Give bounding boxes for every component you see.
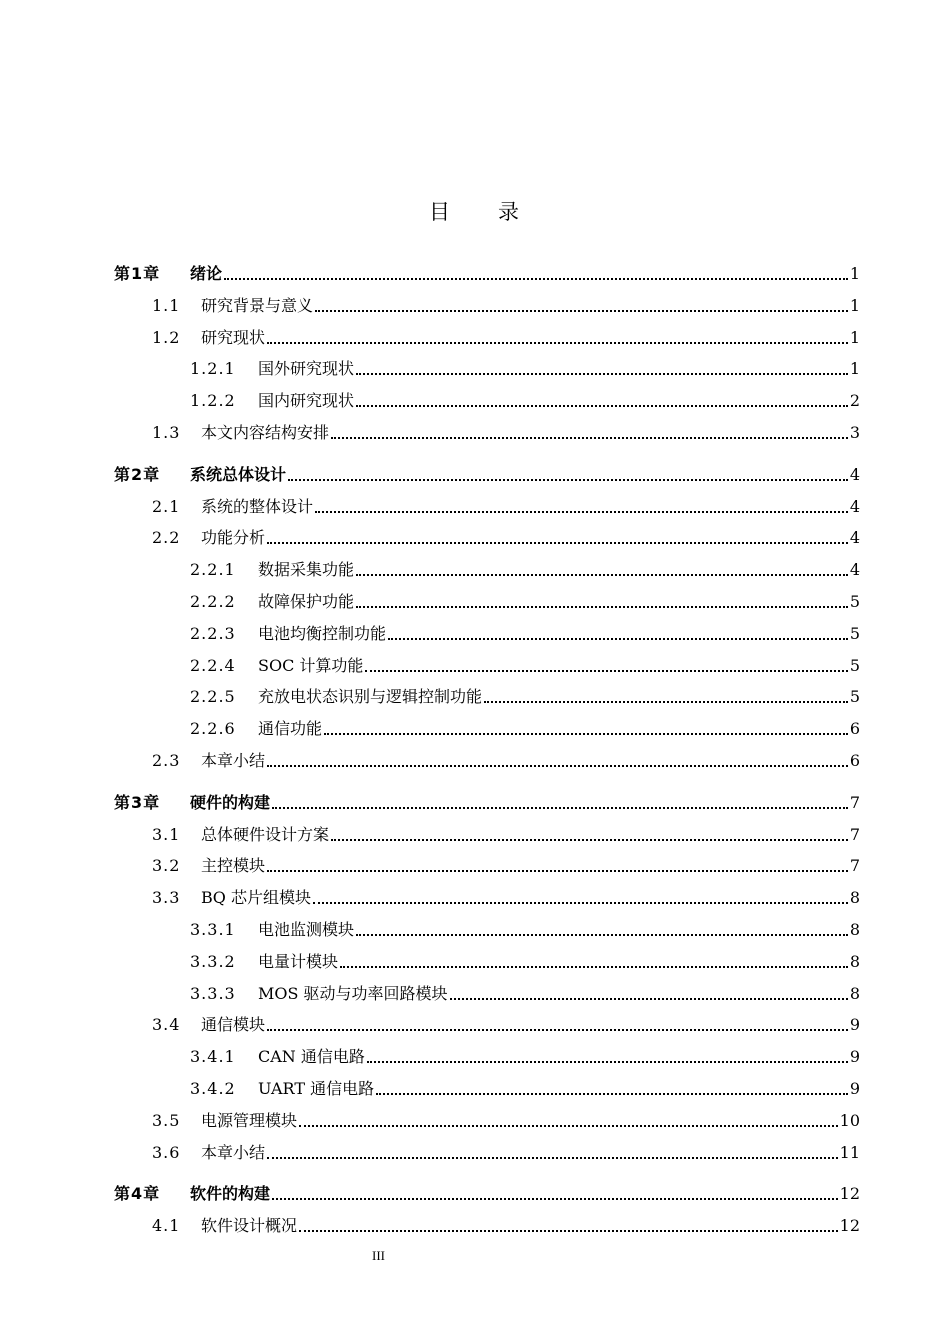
toc-entry-number: 3.4.2 — [190, 1079, 236, 1098]
toc-entry-page-number: 3 — [849, 423, 860, 442]
toc-entry-page-number: 9 — [849, 1047, 860, 1066]
toc-entry-number: 2.2.1 — [190, 560, 236, 579]
toc-entry-number: 1.3 — [152, 423, 181, 442]
toc-entry-heading — [152, 856, 265, 876]
toc-dot-leader — [356, 606, 848, 608]
toc-entry-number: 4.1 — [152, 1216, 181, 1235]
toc-entry-2.2.2[interactable] — [190, 586, 860, 612]
toc-entry-title: 系统的整体设计 — [201, 497, 314, 516]
toc-entry-3.4.1[interactable] — [190, 1041, 860, 1067]
toc-entry-title: 国外研究现状 — [258, 359, 355, 378]
toc-entry-page-number: 5 — [849, 656, 860, 675]
toc-dot-leader — [356, 373, 848, 375]
toc-entry-title: 充放电状态识别与逻辑控制功能 — [258, 687, 483, 706]
toc-entry-page-number: 5 — [849, 687, 860, 706]
toc-entry-title: 电量计模块 — [258, 952, 339, 971]
toc-entry-1.2.1[interactable] — [190, 353, 860, 379]
toc-entry-title: 研究背景与意义 — [201, 296, 314, 315]
toc-dot-leader — [267, 870, 848, 872]
toc-entry-title: 软件设计概况 — [201, 1216, 298, 1235]
toc-entry-page-number: 8 — [849, 952, 860, 971]
toc-entry-heading — [114, 465, 286, 485]
toc-entry-number: 3.2 — [152, 856, 181, 875]
toc-entry-heading — [190, 952, 338, 972]
toc-entry-title: 功能分析 — [201, 528, 266, 547]
toc-entry-page-number: 8 — [849, 888, 860, 907]
toc-entry-page-number: 12 — [839, 1216, 860, 1235]
toc-entry-2.2.5[interactable] — [190, 681, 860, 707]
toc-dot-leader — [450, 998, 848, 1000]
toc-entry-2.2.6[interactable] — [190, 713, 860, 739]
toc-entry-3.3[interactable] — [152, 882, 860, 908]
toc-entry-heading — [190, 1079, 374, 1099]
toc-entry-3.2[interactable] — [152, 850, 860, 876]
toc-entry-heading — [114, 264, 222, 284]
toc-entry-2.2[interactable] — [152, 522, 860, 548]
toc-dot-leader — [272, 1198, 838, 1200]
toc-dot-leader — [299, 1230, 838, 1232]
toc-entry-page-number: 5 — [849, 592, 860, 611]
toc-entry-4-chapter[interactable] — [114, 1178, 860, 1204]
toc-title-right: 录 — [498, 200, 521, 224]
toc-entry-number: 第2章 — [114, 465, 161, 484]
toc-dot-leader — [224, 278, 848, 280]
toc-entry-page-number: 9 — [849, 1015, 860, 1034]
toc-entry-number: 2.2.3 — [190, 624, 236, 643]
toc-entry-heading — [190, 359, 354, 379]
toc-entry-number: 1.2.1 — [190, 359, 236, 378]
toc-entry-number: 3.3.2 — [190, 952, 236, 971]
toc-entry-heading — [152, 1111, 297, 1131]
toc-entry-heading — [190, 560, 354, 580]
toc-entry-2.1[interactable] — [152, 491, 860, 517]
toc-entry-4.1[interactable] — [152, 1210, 860, 1236]
toc-entry-page-number: 12 — [839, 1184, 860, 1203]
toc-entry-page-number: 1 — [849, 359, 860, 378]
toc-entry-title: 电池均衡控制功能 — [258, 624, 387, 643]
toc-entry-number: 3.3.1 — [190, 920, 236, 939]
toc-entry-number: 2.2 — [152, 528, 181, 547]
toc-entry-title: 电池监测模块 — [258, 920, 355, 939]
toc-entry-3.4[interactable] — [152, 1009, 860, 1035]
toc-entry-heading — [190, 1047, 365, 1067]
toc-entry-heading — [190, 592, 354, 612]
toc-entry-page-number: 1 — [849, 328, 860, 347]
toc-title — [0, 196, 950, 226]
toc-entry-title: 通信模块 — [201, 1015, 266, 1034]
toc-entry-page-number: 9 — [849, 1079, 860, 1098]
toc-entry-title: 本章小结 — [201, 751, 266, 770]
toc-entry-title: 研究现状 — [201, 328, 266, 347]
toc-entry-heading — [152, 328, 265, 348]
toc-entry-page-number: 7 — [849, 825, 860, 844]
toc-entry-heading — [190, 391, 354, 411]
toc-entry-title: MOS 驱动与功率回路模块 — [258, 984, 448, 1003]
toc-dot-leader — [267, 1157, 838, 1159]
toc-dot-leader — [267, 765, 848, 767]
toc-entry-title: 故障保护功能 — [258, 592, 355, 611]
toc-entry-page-number: 6 — [849, 751, 860, 770]
toc-entry-2.2.1[interactable] — [190, 554, 860, 580]
toc-entry-page-number: 1 — [849, 296, 860, 315]
toc-entry-heading — [152, 497, 313, 517]
toc-dot-leader — [356, 574, 848, 576]
toc-entry-number: 1.2 — [152, 328, 181, 347]
toc-entry-1.1[interactable] — [152, 290, 860, 316]
toc-entry-title: 系统总体设计 — [190, 465, 287, 484]
toc-entry-page-number: 6 — [849, 719, 860, 738]
toc-dot-leader — [367, 1061, 848, 1063]
toc-entry-number: 3.6 — [152, 1143, 181, 1162]
toc-entry-page-number: 4 — [849, 465, 860, 484]
toc-entry-title: 本文内容结构安排 — [201, 423, 330, 442]
toc-entry-1.3[interactable] — [152, 417, 860, 443]
toc-dot-leader — [267, 1029, 848, 1031]
toc-entry-1.2[interactable] — [152, 322, 860, 348]
toc-entry-2.2.3[interactable] — [190, 618, 860, 644]
toc-entry-title: CAN 通信电路 — [258, 1047, 365, 1066]
toc-entry-number: 2.1 — [152, 497, 181, 516]
toc-dot-leader — [365, 670, 847, 672]
toc-dot-leader — [340, 966, 848, 968]
toc-entry-number: 2.2.6 — [190, 719, 236, 738]
toc-entry-number: 第3章 — [114, 793, 161, 812]
toc-entry-page-number: 8 — [849, 920, 860, 939]
toc-entry-3.4.2[interactable] — [190, 1073, 860, 1099]
toc-entry-number: 2.2.4 — [190, 656, 236, 675]
toc-entry-heading — [152, 296, 313, 316]
toc-entry-heading — [114, 1184, 270, 1204]
toc-entry-heading — [190, 984, 448, 1004]
toc-dot-leader — [356, 934, 848, 936]
toc-entry-number: 2.2.5 — [190, 687, 236, 706]
toc-entry-3.5[interactable] — [152, 1105, 860, 1131]
toc-entry-page-number: 4 — [849, 528, 860, 547]
toc-entry-title: 本章小结 — [201, 1143, 266, 1162]
toc-entry-page-number: 4 — [849, 560, 860, 579]
toc-entry-title: 数据采集功能 — [258, 560, 355, 579]
toc-entry-page-number: 4 — [849, 497, 860, 516]
toc-dot-leader — [267, 542, 848, 544]
toc-dot-leader — [313, 902, 848, 904]
toc-entry-heading — [190, 719, 322, 739]
toc-entry-number: 3.4.1 — [190, 1047, 236, 1066]
toc-title-left: 目 — [429, 200, 452, 224]
toc-entry-heading — [114, 793, 270, 813]
toc-entry-number: 2.3 — [152, 751, 181, 770]
toc-entry-3.3.3[interactable] — [190, 978, 860, 1004]
toc-entry-heading — [152, 825, 329, 845]
toc-entry-title: 硬件的构建 — [190, 793, 271, 812]
toc-dot-leader — [376, 1093, 848, 1095]
toc-entry-2.2.4[interactable] — [190, 650, 860, 676]
toc-entry-title: BQ 芯片组模块 — [201, 888, 311, 907]
toc-entry-page-number: 8 — [849, 984, 860, 1003]
toc-entry-heading — [152, 423, 329, 443]
toc-entry-heading — [190, 687, 482, 707]
toc-entry-number: 1.2.2 — [190, 391, 236, 410]
toc-entry-title: 国内研究现状 — [258, 391, 355, 410]
toc-dot-leader — [324, 733, 848, 735]
toc-entry-page-number: 11 — [839, 1143, 860, 1162]
toc-entry-title: 软件的构建 — [190, 1184, 271, 1203]
toc-dot-leader — [356, 405, 848, 407]
toc-entry-number: 2.2.2 — [190, 592, 236, 611]
toc-entry-heading — [152, 1143, 265, 1163]
toc-entry-title: UART 通信电路 — [258, 1079, 375, 1098]
toc-entry-number: 3.4 — [152, 1015, 181, 1034]
toc-entry-number: 第1章 — [114, 264, 161, 283]
toc-entry-page-number: 1 — [849, 264, 860, 283]
toc-entry-1.2.2[interactable] — [190, 385, 860, 411]
toc-dot-leader — [288, 479, 848, 481]
toc-entry-page-number: 10 — [839, 1111, 860, 1130]
toc-entry-heading — [190, 920, 354, 940]
toc-entry-3-chapter[interactable] — [114, 787, 860, 813]
toc-entry-2.3[interactable] — [152, 745, 860, 771]
toc-entry-page-number: 7 — [849, 856, 860, 875]
toc-entry-title: 主控模块 — [201, 856, 266, 875]
toc-dot-leader — [331, 437, 848, 439]
toc-entry-number: 第4章 — [114, 1184, 161, 1203]
toc-entry-title: 通信功能 — [258, 719, 323, 738]
toc-entry-number: 3.5 — [152, 1111, 181, 1130]
toc-entry-3.3.1[interactable] — [190, 914, 860, 940]
toc-dot-leader — [272, 807, 848, 809]
toc-entry-heading — [152, 888, 311, 908]
toc-entry-heading — [152, 751, 265, 771]
toc-entry-2-chapter[interactable] — [114, 459, 860, 485]
toc-entry-number: 3.1 — [152, 825, 181, 844]
toc-entry-heading — [152, 1216, 297, 1236]
toc-entry-page-number: 7 — [849, 793, 860, 812]
toc-entry-title: 总体硬件设计方案 — [201, 825, 330, 844]
toc-dot-leader — [388, 638, 848, 640]
toc-entry-number: 3.3.3 — [190, 984, 236, 1003]
toc-entry-3.1[interactable] — [152, 819, 860, 845]
toc-dot-leader — [299, 1125, 838, 1127]
toc-dot-leader — [315, 511, 848, 513]
toc-entry-heading — [190, 656, 363, 676]
toc-entry-number: 1.1 — [152, 296, 181, 315]
toc-entry-3.3.2[interactable] — [190, 946, 860, 972]
toc-entry-title: 电源管理模块 — [201, 1111, 298, 1130]
toc-entry-heading — [152, 528, 265, 548]
toc-entry-heading — [190, 624, 386, 644]
toc-dot-leader — [331, 839, 848, 841]
toc-entry-title: SOC 计算功能 — [258, 656, 364, 675]
toc-dot-leader — [484, 701, 848, 703]
toc-dot-leader — [267, 342, 848, 344]
toc-entry-number: 3.3 — [152, 888, 181, 907]
toc-entry-3.6[interactable] — [152, 1137, 860, 1163]
toc-entry-page-number: 5 — [849, 624, 860, 643]
toc-entry-page-number: 2 — [849, 391, 860, 410]
toc-entry-title: 绪论 — [190, 264, 223, 283]
toc-dot-leader — [315, 310, 848, 312]
toc-entry-heading — [152, 1015, 265, 1035]
page-number-footer: III — [372, 1248, 385, 1263]
toc-entry-1-chapter[interactable] — [114, 258, 860, 284]
